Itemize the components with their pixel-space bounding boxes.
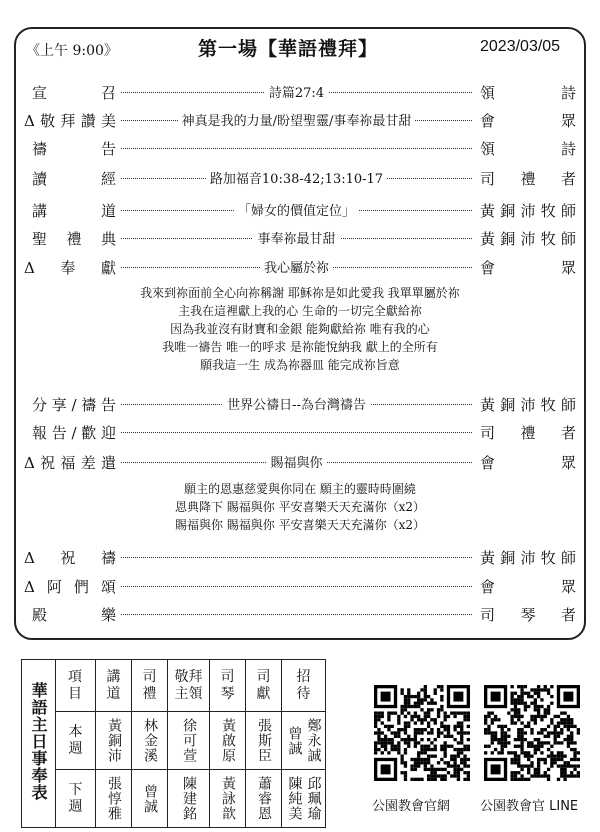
order-item-leader: 司禮者 — [480, 424, 576, 442]
order-item — [24, 226, 576, 250]
schedule-name: 黃啟原 — [220, 718, 236, 763]
service-time: 《上午 9:00》 — [26, 43, 118, 59]
order-item — [24, 602, 576, 626]
order-item-content: 世界公禱日--為台灣禱告 — [121, 394, 472, 413]
dotted-leader — [121, 586, 472, 587]
order-item — [24, 108, 576, 132]
lyric-line: 願我這一生 成為祢器皿 能完成祢旨意 — [200, 358, 400, 372]
lyric-line: 我來到祢面前全心向祢稱謝 耶穌祢是如此愛我 我單單屬於祢 — [140, 286, 460, 300]
schedule-name: 徐可萱 — [181, 718, 197, 763]
schedule-name: 邱珮瑜 — [305, 776, 322, 821]
order-item — [24, 198, 576, 222]
order-item — [24, 80, 576, 104]
schedule-cell — [168, 712, 210, 770]
order-item-label: Δ阿們頌 — [24, 578, 116, 596]
order-item-leader: 司禮者 — [480, 170, 576, 188]
order-item-label: Δ祝福差遣 — [24, 454, 116, 472]
lyric-line: 賜福與你 賜福與你 平安喜樂天天充滿你（x2） — [174, 518, 426, 532]
order-item-label: 聖禮典 — [32, 230, 116, 248]
schedule-cell — [96, 770, 132, 828]
schedule-name: 林金溪 — [142, 718, 158, 763]
order-item-leader: 黃銅沛牧師 — [480, 202, 576, 220]
order-item-label: 殿樂 — [32, 606, 116, 624]
offering-lyrics — [24, 284, 576, 374]
schedule-header: 項目 — [56, 660, 96, 712]
schedule-header: 講道 — [96, 660, 132, 712]
order-item-content: 「婦女的價值定位」 — [121, 200, 472, 219]
order-item-content: 路加福音10:38-42;13:10-17 — [121, 168, 472, 187]
lyric-line: 我唯一禱告 唯一的呼求 是祢能悅納我 獻上的全所有 — [162, 340, 438, 354]
order-item-content: 神真是我的力量/盼望聖靈/事奉祢最甘甜 — [121, 110, 472, 129]
schedule-name: 蕭睿恩 — [256, 776, 272, 821]
website-qr-code[interactable] — [374, 685, 470, 781]
schedule-cell — [282, 712, 326, 770]
schedule-title: 華語主日事奉表 — [29, 681, 48, 801]
schedule-header: 招待 — [282, 660, 326, 712]
order-item-label: 報告/歡迎 — [32, 424, 116, 442]
order-item-leader: 司琴者 — [480, 606, 576, 624]
schedule-name: 曾誠 — [286, 725, 303, 756]
order-item — [24, 574, 576, 598]
schedule-header: 敬拜主領 — [168, 660, 210, 712]
order-item-leader: 領詩 — [480, 140, 576, 158]
website-qr-label: 公園教會官網 — [372, 799, 451, 814]
order-item-content: 詩篇27:4 — [121, 82, 472, 101]
order-item — [24, 450, 576, 474]
schedule-cell — [210, 712, 246, 770]
order-item-label: Δ祝禱 — [24, 549, 116, 567]
lyric-line: 主我在這裡獻上我的心 生命的一切完全獻給祢 — [178, 304, 422, 318]
order-item-label: Δ奉獻 — [24, 259, 116, 277]
line-qr-code[interactable] — [484, 685, 580, 781]
schedule-cell — [282, 770, 326, 828]
schedule-name: 黃詠歆 — [220, 776, 236, 821]
schedule-title-cell — [22, 660, 56, 828]
order-item-label: 禱告 — [32, 140, 116, 158]
order-item — [24, 545, 576, 569]
order-item-label: 讀經 — [32, 170, 116, 188]
order-item — [24, 255, 576, 279]
schedule-cell — [246, 712, 282, 770]
order-item — [24, 136, 576, 160]
schedule-name: 陳純美 — [286, 776, 303, 821]
order-item-label: Δ敬拜讚美 — [24, 112, 116, 130]
schedule-header: 司獻 — [246, 660, 282, 712]
schedule-cell — [246, 770, 282, 828]
schedule-name: 黃銅沛 — [106, 718, 122, 763]
order-item-leader: 黃銅沛牧師 — [480, 549, 576, 567]
schedule-header: 司琴 — [210, 660, 246, 712]
order-item-leader: 會眾 — [480, 454, 576, 472]
order-item-label: 分享/禱告 — [32, 396, 116, 414]
dotted-leader — [121, 557, 472, 558]
order-item-leader: 會眾 — [480, 259, 576, 277]
lyric-line: 恩典降下 賜福與你 平安喜樂天天充滿你（x2） — [174, 500, 426, 514]
schedule-cell — [210, 770, 246, 828]
schedule-name: 張惇雅 — [106, 776, 122, 821]
schedule-name: 陳建銘 — [181, 776, 197, 821]
schedule-cell — [96, 712, 132, 770]
schedule-name: 張斯臣 — [256, 718, 272, 763]
dotted-leader — [121, 614, 472, 615]
dotted-leader — [121, 148, 472, 149]
order-item — [24, 166, 576, 190]
service-schedule-table — [21, 659, 326, 828]
order-item-label: 宣召 — [32, 84, 116, 102]
order-item-content: 我心屬於祢 — [121, 257, 472, 276]
schedule-header: 司禮 — [132, 660, 168, 712]
order-item — [24, 392, 576, 416]
page-title: 第一場【華語禮拜】 — [198, 38, 379, 60]
order-item — [24, 420, 576, 444]
schedule-name: 鄭永誠 — [305, 718, 322, 763]
order-item-label: 講道 — [32, 202, 116, 220]
blessing-lyrics — [24, 480, 576, 534]
order-item-leader: 會眾 — [480, 578, 576, 596]
lyric-line: 願主的恩惠慈愛與你同在 願主的靈時時圍繞 — [184, 482, 416, 496]
lyric-line: 因為我並沒有財寶和金銀 能夠獻給祢 唯有我的心 — [170, 322, 430, 336]
schedule-name: 曾誠 — [142, 783, 158, 814]
order-item-leader: 領詩 — [480, 84, 576, 102]
schedule-cell — [168, 770, 210, 828]
dotted-leader — [121, 432, 472, 433]
order-item-content: 賜福與你 — [121, 452, 472, 471]
schedule-cell — [132, 712, 168, 770]
service-date: 2023/03/05 — [480, 38, 561, 55]
line-qr-label: 公園教會官 LINE — [480, 799, 579, 814]
order-item-leader: 黃銅沛牧師 — [480, 230, 576, 248]
schedule-cell — [132, 770, 168, 828]
order-item-leader: 會眾 — [480, 112, 576, 130]
order-item-content: 事奉祢最甘甜 — [121, 228, 472, 247]
order-item-leader: 黃銅沛牧師 — [480, 396, 576, 414]
this-week-label: 本週 — [56, 712, 96, 770]
next-week-label: 下週 — [56, 770, 96, 828]
